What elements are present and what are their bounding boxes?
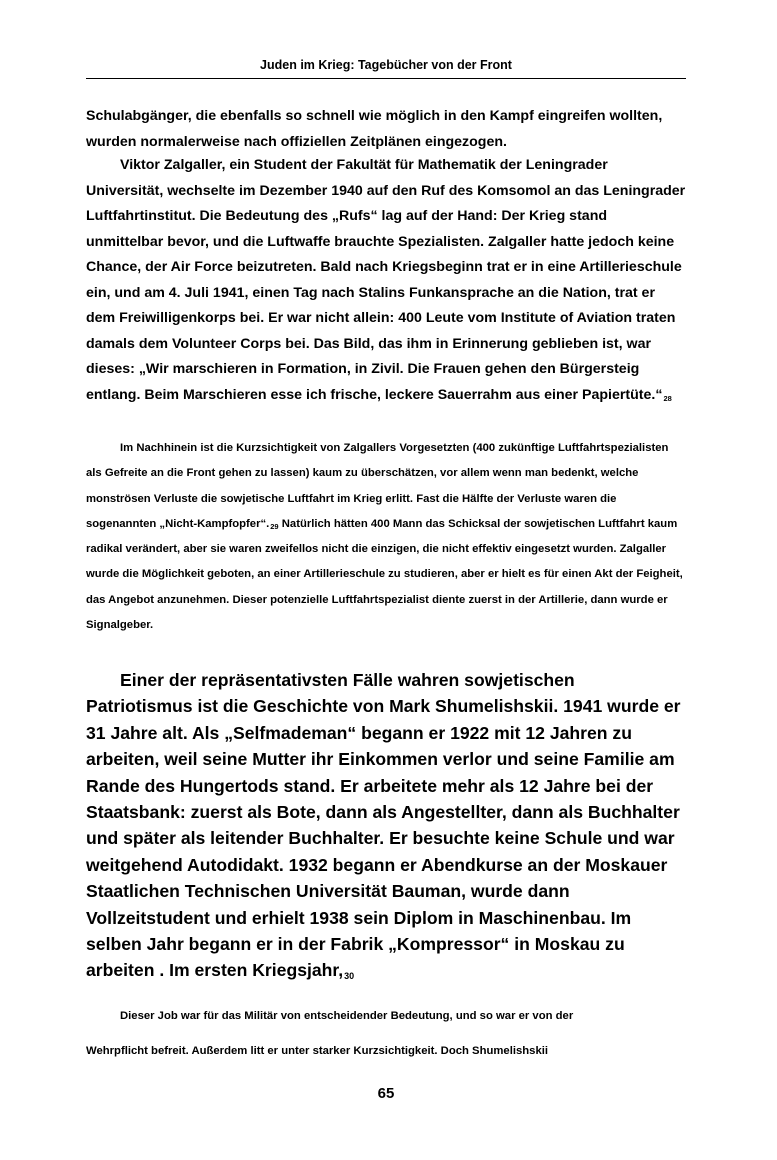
paragraph-shortsightedness: [86, 436, 686, 638]
paragraph-job-line2: [86, 1045, 686, 1059]
header-rule: [86, 78, 686, 79]
footnote-marker[interactable]: 29: [270, 521, 279, 531]
footnote-marker[interactable]: 30: [344, 971, 355, 982]
paragraph-text: Wehrpflicht befreit. Außerdem litt er unter starker Kurzsichtigkeit. Doch Shumelishskii: [86, 1045, 549, 1057]
paragraph-continuation: [86, 104, 686, 155]
paragraph-job-line1: [86, 1010, 686, 1024]
paragraph-shumelishskii: [86, 667, 686, 987]
paragraph-text: Im Nachhinein ist die Kurzsichtigkeit von Zalgallers Vorgesetzten (400 zukünftige Luftfahrtspezialisten als Gefreite an die Front gehen zu lassen) kaum zu überschätzen, vor allem wenn man bedenkt, welche monströsen Verluste die sowjetische Luftfahrt im Krieg erlitt. Fast die Hälfte der Verluste waren die sogenannten „Nicht-Kampfopfer“.: [86, 442, 669, 530]
running-header: Juden im Krieg: Tagebücher von der Front: [260, 58, 512, 72]
paragraph-text: Dieser Job war für das Militär von entscheidender Bedeutung, und so war er von der: [120, 1010, 574, 1022]
paragraph-text: Viktor Zalgaller, ein Student der Fakultät für Mathematik der Leningrader Universität, wechselte im Dezember 1940 auf den Ruf des Komsomol an das Leningrader Luftfahrtinstitut. Die Bedeutung des „Rufs“ lag auf der Hand: Der Krieg stand unmittelbar bevor, und die Luftwaffe brauchte Spezialisten. Zalgaller hatte jedoch keine Chance, der Air Force beizutreten. Bald nach Kriegsbeginn trat er in eine Artillerieschule ein, und am 4. Juli 1941, einen Tag nach Stalins Funkansprache an die Nation, trat er dem Freiwilligenkorps bei. Er war nicht allein: 400 Leute vom Institute of Aviation traten damals dem Volunteer Corps bei. Das Bild, das ihm in Erinnerung geblieben ist, war dieses: „Wir marschieren in Formation, in Zivil. Die Frauen gehen den Bürgersteig entlang. Beim Marschieren esse ich frische, leckere Sauerrahm aus einer Papiertüte.“: [86, 157, 686, 403]
paragraph-zalgaller: [86, 153, 686, 409]
footnote-marker[interactable]: 28: [663, 393, 672, 403]
page-number: 65: [377, 1085, 395, 1102]
paragraph-text: Einer der repräsentativsten Fälle wahren sowjetischen Patriotismus ist die Geschichte von Mark Shumelishskii. 1941 wurde er 31 Jahre alt. Als „Selfmademan“ begann er 1922 mit 12 Jahren zu arbeiten, weil seine Mutter ihr Einkommen verlor und seine Familie am Rande des Hungertods stand. Er arbeitete mehr als 12 Jahre bei der Staatsbank: zuerst als Bote, dann als Angestellter, dann als Buchhalter und später als leitender Buchhalter. Er besuchte keine Schule und war weitgehend Autodidakt. 1932 begann er Abendkurse an der Moskauer Staatlichen Technischen Universität Bauman, wurde dann Vollzeitstudent und erhielt 1938 sein Diplom in Maschinenbau. Im selben Jahr begann er in der Fabrik „Kompressor“ in Moskau zu arbeiten . Im ersten Kriegsjahr,: [86, 670, 681, 981]
paragraph-text: Schulabgänger, die ebenfalls so schnell wie möglich in den Kampf eingreifen wollten, wurden normalerweise nach offiziellen Zeitplänen eingezogen.: [86, 108, 663, 150]
paragraph-text: Natürlich hätten 400 Mann das Schicksal der sowjetischen Luftfahrt kaum radikal verändert, aber sie waren zweifellos nicht die einzigen, die nicht effektiv eingesetzt wurden. Zalgaller wurde die Möglichkeit geboten, an einer Artillerieschule zu studieren, aber er hielt es für einen Akt der Feigheit, das Angebot anzunehmen. Dieser potenzielle Luftfahrtspezialist diente zuerst in der Artillerie, dann wurde er Signalgeber.: [86, 517, 683, 632]
